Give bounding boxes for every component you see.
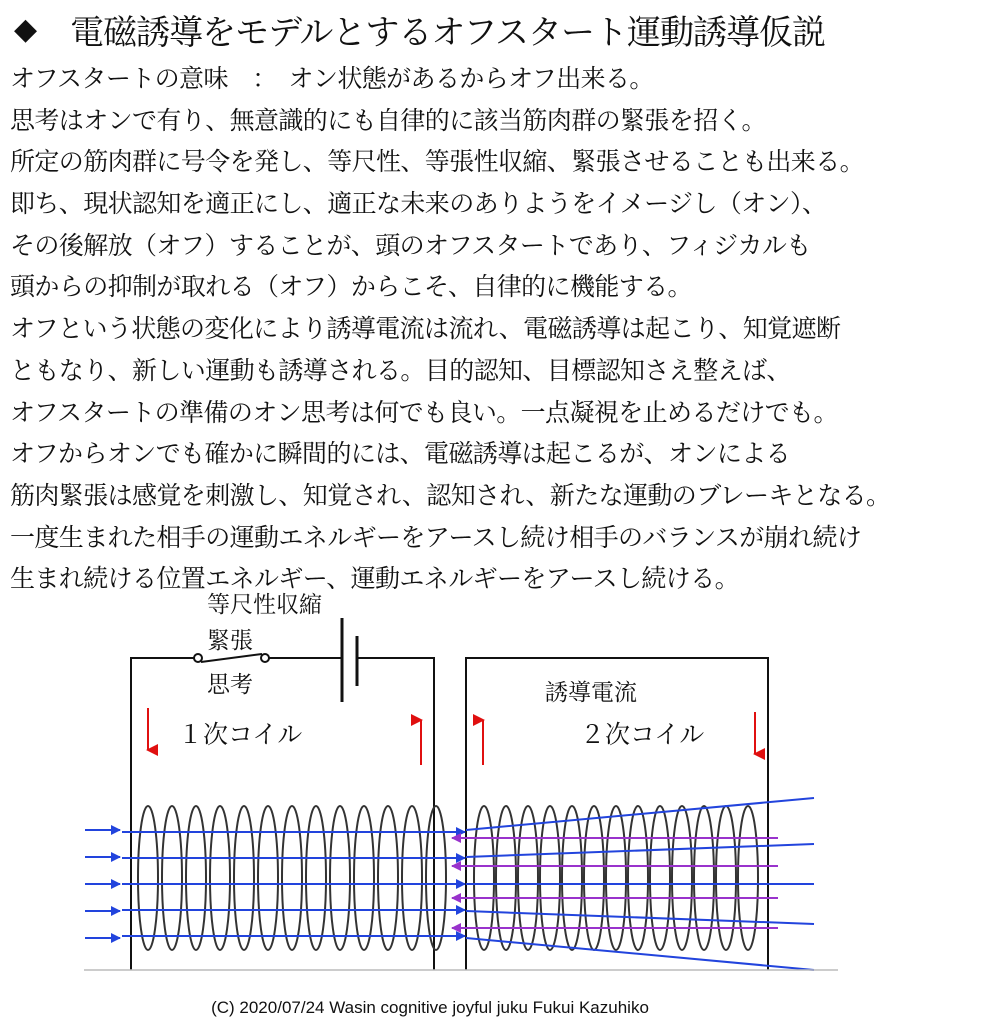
- tension-label: 緊張: [207, 628, 253, 654]
- isometric-label: 等尺性収縮: [207, 592, 322, 618]
- thought-label: 思考: [207, 672, 253, 698]
- body-line: 即ち、現状認知を適正にし、適正な未来のありようをイメージし（オン）、: [10, 189, 827, 219]
- primary-coil: [138, 806, 446, 950]
- body-line: 頭からの抑制が取れる（オフ）からこそ、自律的に機能する。: [10, 272, 692, 302]
- secondary-coil-label: ２次コイル: [580, 720, 705, 749]
- body-line: 所定の筋肉群に号令を発し、等尺性、等張性収縮、緊張させることも出来る。: [10, 147, 865, 177]
- body-line: 一度生まれた相手の運動エネルギーをアースし続け相手のバランスが崩れ続け: [10, 522, 862, 552]
- body-line: オフからオンでも確かに瞬間的には、電磁誘導は起こるが、オンによる: [10, 439, 791, 469]
- body-line: 筋肉緊張は感覚を刺激し、知覚され、認知され、新たな運動のブレーキとなる。: [10, 480, 891, 510]
- body-line: オフスタートの意味 ： オン状態があるからオフ出来る。: [10, 64, 654, 93]
- title-text: 電磁誘導をモデルとするオフスタート運動誘導仮説: [70, 12, 825, 53]
- body-line: その後解放（オフ）することが、頭のオフスタートであり、フィジカルも: [10, 230, 811, 260]
- magnetic-field-lines: [85, 798, 814, 970]
- body-line: 思考はオンで有り、無意識的にも自律的に該当筋肉群の緊張を招く。: [10, 105, 766, 135]
- induced-current-label: 誘導電流: [545, 680, 637, 706]
- copyright-notice: (C) 2020/07/24 Wasin cognitive joyful juku Fukui Kazuhiko: [211, 998, 649, 1017]
- body-line: オフスタートの準備のオン思考は何でも良い。一点凝視を止めるだけでも。: [10, 397, 838, 427]
- battery-icon: [342, 618, 357, 702]
- body-line: 生まれ続ける位置エネルギー、運動エネルギーをアースし続ける。: [10, 564, 740, 594]
- body-line: ともなり、新しい運動も誘導される。目的認知、目標認知さえ整えば、: [10, 355, 791, 385]
- switch-icon: [194, 654, 269, 662]
- diamond-bullet-icon: ◆: [14, 11, 37, 47]
- primary-coil-label: １次コイル: [178, 720, 303, 749]
- body-line: オフという状態の変化により誘導電流は流れ、電磁誘導は起こり、知覚遮断: [10, 314, 841, 344]
